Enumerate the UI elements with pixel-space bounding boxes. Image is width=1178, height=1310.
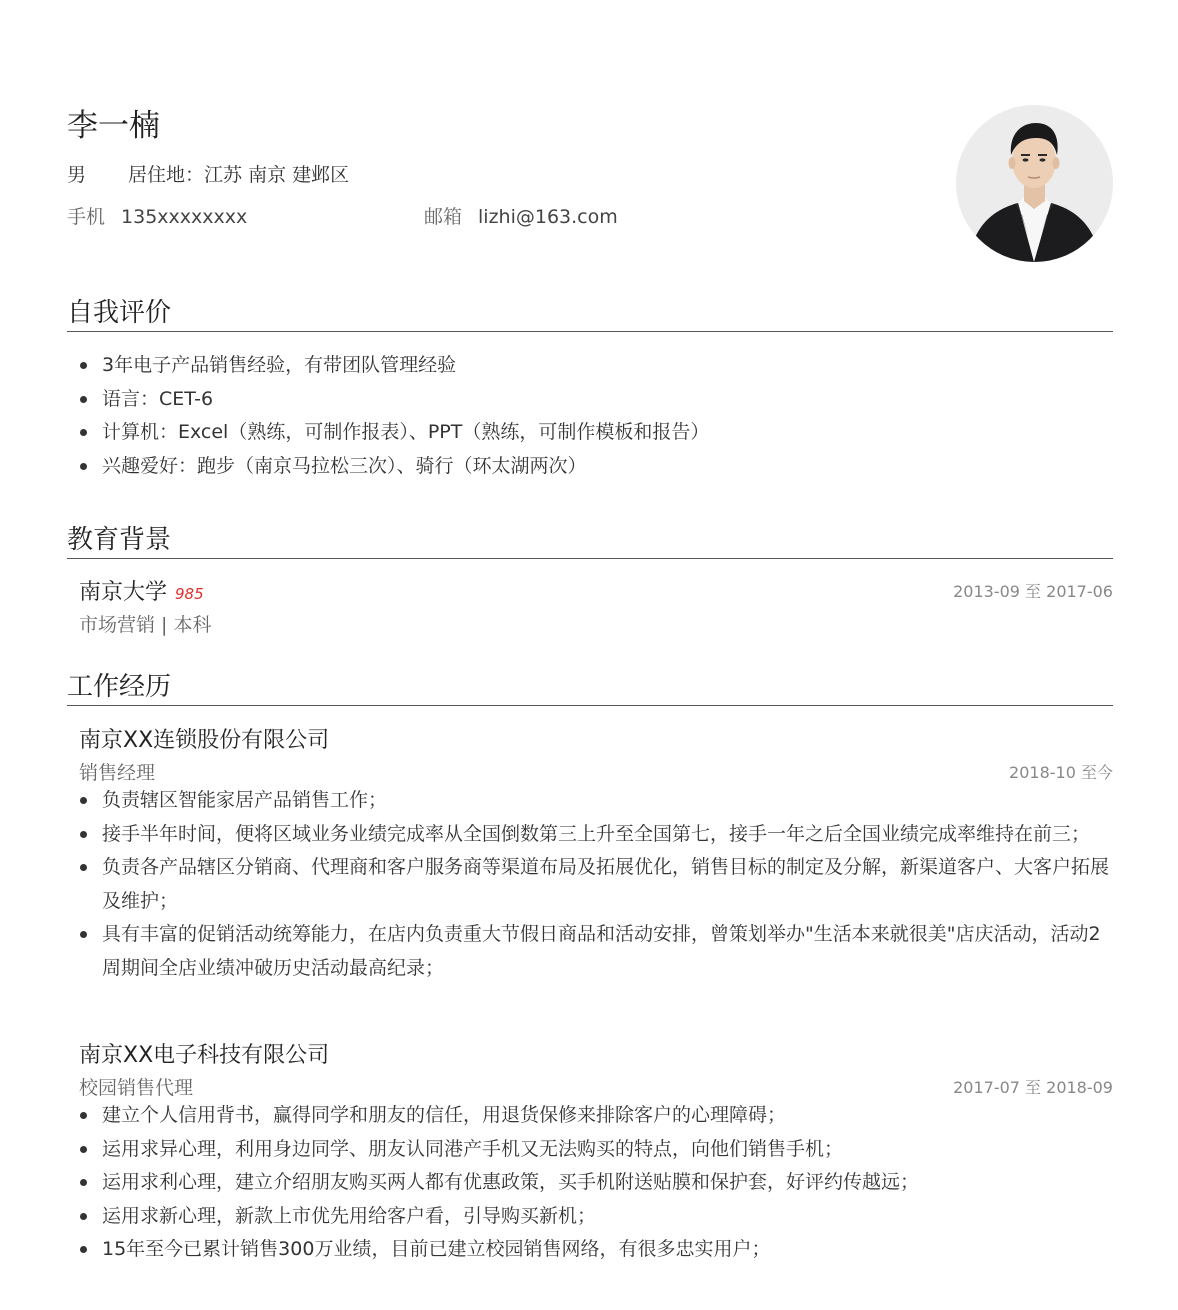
phone-value: 135xxxxxxxx (121, 206, 248, 228)
list-item: 计算机：Excel（熟练，可制作报表）、PPT（熟练，可制作模板和报告） (79, 416, 1113, 450)
section-title-work: 工作经历 (67, 669, 1113, 706)
company-name: 南京XX连锁股份有限公司 (79, 728, 330, 753)
resume-page (67, 0, 1113, 1310)
list-item: 负责辖区智能家居产品销售工作； (79, 784, 1113, 818)
job-duties-list (79, 1099, 1113, 1267)
basic-info (67, 160, 349, 190)
contact-info (67, 202, 618, 232)
list-item: 语言：CET-6 (79, 383, 1113, 417)
list-item: 3年电子产品销售经验，有带团队管理经验 (79, 349, 1113, 383)
email-block (424, 202, 618, 232)
list-item: 兴趣爱好：跑步（南京马拉松三次）、骑行（环太湖两次） (79, 450, 1113, 484)
list-item: 负责各产品辖区分销商、代理商和客户服务商等渠道布局及拓展优化，销售目标的制定及分解，新渠道客户、大客户拓展及维护； (79, 851, 1113, 918)
job-date: 2017-07 至 2018-09 (953, 1078, 1113, 1097)
job-date: 2018-10 至今 (1009, 763, 1113, 782)
location: 江苏 南京 建邺区 (204, 164, 350, 186)
list-item: 15年至今已累计销售300万业绩，目前已建立校园销售网络，有很多忠实用户； (79, 1233, 1113, 1267)
person-portrait-icon (956, 105, 1113, 262)
list-item: 运用求异心理，利用身边同学、朋友认同港产手机又无法购买的特点，向他们销售手机； (79, 1133, 1113, 1167)
list-item: 运用求利心理，建立介绍朋友购买两人都有优惠政策，买手机附送贴膜和保护套，好评约传越远； (79, 1166, 1113, 1200)
phone-label: 手机 (67, 206, 106, 228)
school-badge: 985 (175, 585, 204, 603)
list-item: 具有丰富的促销活动统筹能力，在店内负责重大节假日商品和活动安排，曾策划举办"生活本来就很美"店庆活动，活动2周期间全店业绩冲破历史活动最高纪录； (79, 918, 1113, 985)
education-detail: 市场营销 | 本科 (79, 614, 212, 636)
list-item: 运用求新心理，新款上市优先用给客户看，引导购买新机； (79, 1200, 1113, 1234)
school-name (79, 577, 204, 610)
section-title-self-eval: 自我评价 (67, 295, 1113, 332)
email-label: 邮箱 (424, 206, 463, 228)
email-value: lizhi@163.com (478, 206, 618, 228)
self-eval-list (79, 349, 1113, 483)
company-name: 南京XX电子科技有限公司 (79, 1043, 330, 1068)
job-role: 校园销售代理 (79, 1077, 194, 1099)
location-label: 居住地： (128, 164, 205, 186)
list-item: 建立个人信用背书，赢得同学和朋友的信任，用退货保修来排除客户的心理障碍； (79, 1099, 1113, 1133)
job-role: 销售经理 (79, 762, 156, 784)
list-item: 接手半年时间，便将区域业务业绩完成率从全国倒数第三上升至全国第七，接手一年之后全国业绩完成率维持在前三； (79, 818, 1113, 852)
gender: 男 (67, 164, 87, 186)
school-name-text: 南京大学 (79, 580, 168, 605)
education-date: 2013-09 至 2017-06 (953, 582, 1113, 601)
candidate-name: 李一楠 (67, 108, 160, 144)
section-title-education: 教育背景 (67, 522, 1113, 559)
job-duties-list (79, 784, 1113, 985)
